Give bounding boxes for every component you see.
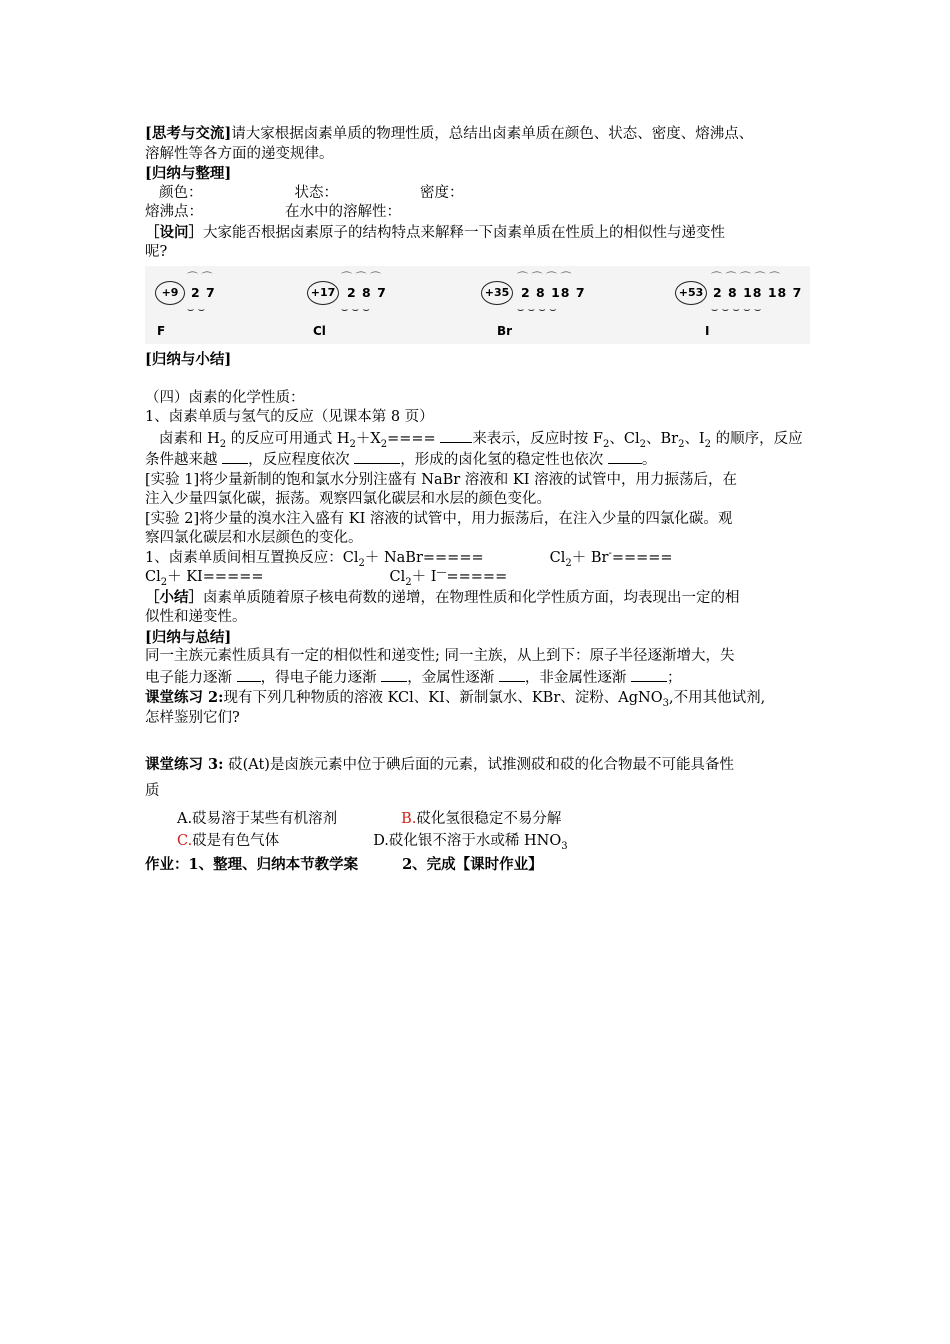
option-d: D.砹化银不溶于水或稀 HNO (373, 832, 562, 849)
shells-br: 2 8 18 7 (521, 284, 586, 300)
question-line-2: 呢? (145, 244, 168, 260)
exercise-3-line-2: 质 (145, 782, 160, 799)
electron-arcs-icon: ⌣ ⌣ ⌣ ⌣ ⌣ (711, 302, 762, 316)
experiment-1-line-1: [实验 1]将少量新制的饱和氯水分别注盛有 NaBr 溶液和 KI 溶液的试管中，用力振荡后，在 (145, 471, 738, 488)
blank-general-formula[interactable] (440, 428, 472, 443)
atom-i (675, 266, 810, 344)
summarize-heading-2: [归纳与小结] (145, 350, 232, 368)
blank-stability[interactable] (608, 449, 642, 464)
symbol-br: Br (497, 323, 513, 338)
shells-cl: 2 8 7 (347, 284, 387, 300)
nucleus-i: +53 (675, 281, 707, 305)
option-c: 砹是有色气体 (192, 832, 280, 849)
exercise-3-line-1: 课堂练习 3: 砹(At)是卤族元素中位于碘后面的元素，试推测砹和砹的化合物最不可能具备性 (145, 755, 734, 773)
symbol-cl: Cl (313, 323, 326, 338)
summarize-heading-3: [归纳与总结] (145, 628, 232, 646)
option-a: A.砹易溶于某些有机溶剂 (177, 810, 338, 827)
nucleus-f: +9 (155, 281, 185, 305)
nucleus-cl: +17 (307, 281, 339, 305)
displacement-line-1: 1、卤素单质间相互置换反应：$Cl_2+$ NaBr===== $Cl_2+ Br^-=====$ (145, 547, 673, 569)
electron-arcs-icon: ⌒ ⌒ ⌒ ⌒ ⌒ (711, 270, 780, 284)
summarize-heading-1: [归纳与整理] (145, 165, 232, 182)
brief-line-1: ［小结］卤素单质随着原子核电荷数的递增，在物理性质和化学性质方面，均表现出一定的相 (145, 588, 740, 606)
option-c-letter: C. (177, 832, 193, 849)
h2-reaction-line-1: 卤素和 $H_2$ 的反应可用通式 $H_2+X_2====$ 来表示，反应时按 $F_2$、$Cl_2$、$Br_2$、$I_2$ 的顺序，反应 (145, 428, 810, 450)
think-line-1: [思考与交流]请大家根据卤素单质的物理性质，总结出卤素单质在颜色、状态、密度、熔沸点、 (145, 125, 754, 142)
h2-reaction-line-2: 条件越来越 ，反应程度依次 ，形成的卤化氢的稳定性也依次 。 (145, 449, 810, 471)
brief-tag: ［小结］ (145, 588, 203, 606)
electron-arcs-icon: ⌒ ⌒ ⌒ (341, 270, 381, 284)
symbol-f: F (157, 323, 166, 338)
atom-br (479, 266, 619, 344)
electron-arcs-icon: ⌣ ⌣ ⌣ (341, 302, 370, 316)
blank-lose-electron[interactable] (237, 667, 261, 682)
trend-line-1: 同一主族元素性质具有一定的相似性和递变性; 同一主族，从上到下：原子半径逐渐增大，失 (145, 648, 735, 664)
experiment-2-line-2: 察四氯化碳层和水层颜色的变化。 (145, 530, 363, 546)
think-line-2: 溶解性等各方面的递变规律。 (145, 145, 334, 162)
blank-nonmetallic[interactable] (631, 667, 667, 682)
blank-gain-electron[interactable] (381, 667, 407, 682)
atom-cl (305, 266, 445, 344)
exercise-2-line-1: 课堂练习 2:现有下列几种物质的溶液 KCl、KI、新制氯水、KBr、淀粉、AgNO$_3$,不用其他试剂, (145, 689, 766, 709)
brief-line-2: 似性和递变性。 (145, 609, 247, 625)
electron-arcs-icon: ⌣ ⌣ ⌣ ⌣ (517, 302, 557, 316)
options-line-1 (145, 806, 810, 832)
homework-line: 作业：1、整理、归纳本节教学案 2、完成【课时作业】 (145, 856, 543, 873)
experiment-2-line-1: [实验 2]将少量的溴水注入盛有 KI 溶液的试管中，用力振荡后，在注入少量的四氯化碳。观 (145, 510, 733, 527)
shells-i: 2 8 18 18 7 (713, 284, 803, 300)
item-1: 1、卤素单质与氢气的反应（见课本第 8 页） (145, 409, 434, 425)
question-tag: ［设问］ (145, 223, 203, 241)
blank-degree[interactable] (354, 449, 400, 464)
props-line-2: 熔沸点： 在水中的溶解性： (145, 204, 401, 220)
trend-line-2: 电子能力逐渐 ，得电子能力逐渐 ，金属性逐渐 ，非金属性逐渐 ； (145, 667, 810, 689)
displacement-line-2: $Cl_2+ KI===== Cl_2+ I^—=====$ (145, 567, 508, 588)
exercise-2-line-2: 怎样鉴别它们? (145, 709, 240, 726)
atomic-structure-diagram (145, 266, 810, 344)
worksheet (145, 124, 810, 875)
electron-arcs-icon: ⌣ ⌣ (187, 302, 205, 316)
nucleus-br: +35 (481, 281, 513, 305)
props-line-1: 颜色： 状态： 密度： (159, 184, 464, 201)
exercise-2-tag: 课堂练习 2: (145, 689, 224, 706)
symbol-i: I (705, 323, 710, 338)
atom-f (151, 266, 291, 344)
question-line-1: ［设问］大家能否根据卤素原子的结构特点来解释一下卤素单质在性质上的相似性与递变性 (145, 223, 725, 241)
option-b-letter: B. (401, 810, 417, 827)
experiment-1-line-2: 注入少量四氯化碳，振荡。观察四氯化碳层和水层的颜色变化。 (145, 491, 551, 507)
electron-arcs-icon: ⌒ ⌒ ⌒ ⌒ (517, 270, 572, 284)
exercise-3-tag: 课堂练习 3: (145, 755, 224, 773)
section-4-heading: （四）卤素的化学性质： (145, 389, 305, 406)
think-tag: [思考与交流] (145, 125, 232, 142)
blank-metallic[interactable] (499, 667, 525, 682)
electron-arcs-icon: ⌒ ⌒ (187, 270, 213, 284)
option-b: 砹化氢很稳定不易分解 (416, 810, 562, 827)
shells-f: 2 7 (191, 284, 216, 300)
blank-condition[interactable] (222, 449, 248, 464)
options-line-2: C.砹是有色气体 D.砹化银不溶于水或稀 $HNO_3$ (177, 832, 568, 852)
